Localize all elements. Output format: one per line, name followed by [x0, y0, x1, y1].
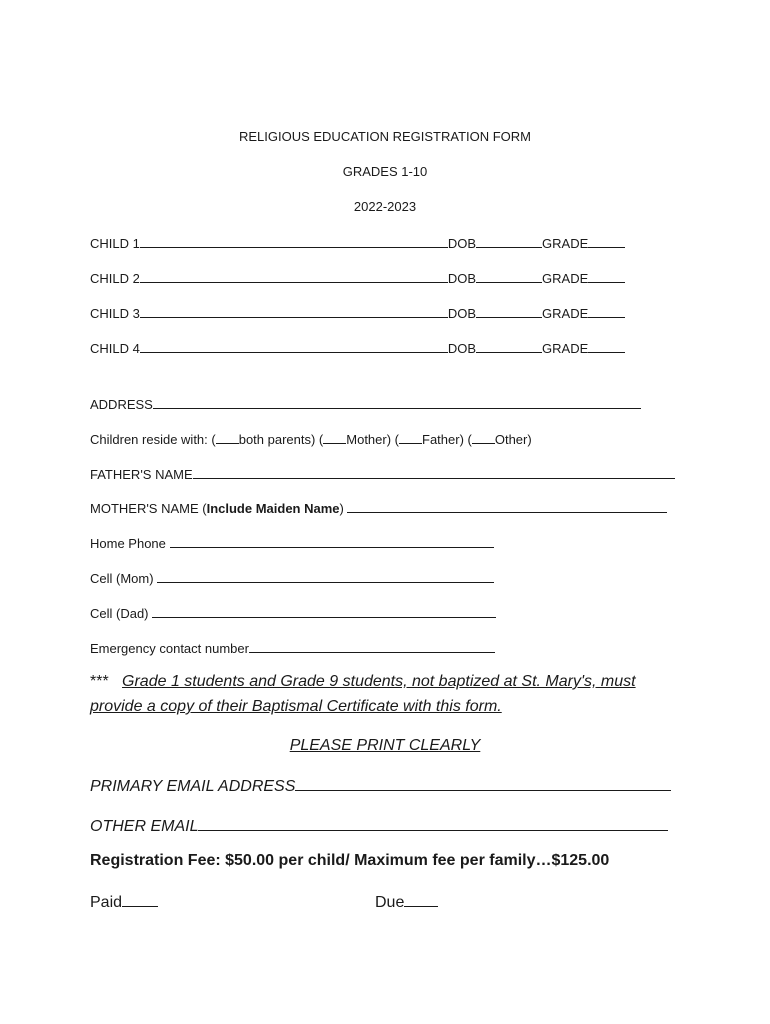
child-name-line[interactable] — [140, 338, 448, 353]
dob-line[interactable] — [476, 303, 542, 318]
child-label: CHILD 4 — [90, 341, 140, 356]
notice-text-1: Grade 1 students and Grade 9 students, not baptized at St. Mary's, must — [122, 673, 636, 690]
reside-both-parents: both parents) ( — [238, 432, 324, 447]
due-label: Due — [375, 894, 405, 911]
grade-line[interactable] — [588, 268, 625, 283]
child-row-3 — [90, 303, 625, 321]
child-name-line[interactable] — [140, 268, 448, 283]
child-label: CHILD 2 — [90, 271, 140, 286]
father-name-line[interactable] — [193, 464, 675, 479]
dob-label: DOB — [447, 271, 477, 286]
emergency-row — [90, 638, 495, 656]
cell-dad-line[interactable] — [152, 603, 496, 618]
other-check[interactable] — [472, 429, 495, 444]
child-row-4 — [90, 338, 625, 356]
mother-label-close: ) — [339, 501, 344, 516]
grades-subtitle: GRADES 1-10 — [342, 164, 428, 179]
primary-email-label: PRIMARY EMAIL ADDRESS — [90, 778, 296, 795]
reside-prefix: Children reside with: ( — [90, 432, 216, 447]
child-name-line[interactable] — [140, 303, 448, 318]
paid-label: Paid — [90, 894, 123, 911]
mother-check[interactable] — [323, 429, 346, 444]
mother-label: MOTHER'S NAME ( — [90, 501, 207, 516]
dob-label: DOB — [447, 341, 477, 356]
grade-label: GRADE — [542, 236, 589, 251]
cell-dad-row — [90, 603, 496, 621]
dob-line[interactable] — [476, 268, 542, 283]
father-row — [90, 464, 675, 482]
grade-line[interactable] — [588, 233, 625, 248]
dob-line[interactable] — [476, 233, 542, 248]
address-label: ADDRESS — [90, 397, 153, 412]
print-clearly-note: PLEASE PRINT CLEARLY — [289, 737, 481, 754]
home-phone-label: Home Phone — [90, 536, 166, 551]
father-check[interactable] — [399, 429, 422, 444]
reside-other: Other) — [494, 432, 532, 447]
registration-fee: Registration Fee: $50.00 per child/ Maximum fee per family…$125.00 — [90, 852, 610, 869]
dob-label: DOB — [447, 306, 477, 321]
baptism-notice-line2: provide a copy of their Baptismal Certificate with this form. — [90, 698, 502, 715]
due-line[interactable] — [404, 890, 438, 907]
form-title: RELIGIOUS EDUCATION REGISTRATION FORM — [238, 129, 532, 144]
cell-mom-label: Cell (Mom) — [90, 571, 154, 586]
cell-mom-row — [90, 568, 494, 586]
grade-label: GRADE — [542, 341, 589, 356]
home-phone-line[interactable] — [170, 533, 494, 548]
emergency-label: Emergency contact number — [90, 641, 249, 656]
other-email-label: OTHER EMAIL — [90, 818, 199, 835]
grade-line[interactable] — [588, 303, 625, 318]
paid-line[interactable] — [122, 890, 158, 907]
mother-name-line[interactable] — [347, 498, 667, 513]
address-row — [90, 394, 641, 412]
grade-line[interactable] — [588, 338, 625, 353]
mother-row — [90, 498, 667, 516]
cell-mom-line[interactable] — [157, 568, 494, 583]
dob-line[interactable] — [476, 338, 542, 353]
notice-stars: *** — [90, 673, 109, 690]
dob-label: DOB — [447, 236, 477, 251]
child-name-line[interactable] — [140, 233, 448, 248]
reside-row — [90, 429, 532, 447]
reside-father: Father) ( — [422, 432, 472, 447]
primary-email-line[interactable] — [295, 774, 671, 791]
address-line[interactable] — [153, 394, 641, 409]
child-label: CHILD 3 — [90, 306, 140, 321]
home-phone-row — [90, 533, 494, 551]
other-email-line[interactable] — [198, 814, 668, 831]
due-row — [375, 890, 438, 912]
child-label: CHILD 1 — [90, 236, 140, 251]
emergency-line[interactable] — [249, 638, 495, 653]
father-label: FATHER'S NAME — [90, 467, 193, 482]
primary-email-row — [90, 774, 671, 796]
child-row-2 — [90, 268, 625, 286]
reside-mother: Mother) ( — [346, 432, 399, 447]
school-year: 2022-2023 — [353, 199, 417, 214]
both-parents-check[interactable] — [216, 429, 239, 444]
cell-dad-label: Cell (Dad) — [90, 606, 149, 621]
baptism-notice-line1 — [90, 673, 636, 691]
grade-label: GRADE — [542, 271, 589, 286]
maiden-name-note: Include Maiden Name — [206, 501, 340, 516]
other-email-row — [90, 814, 668, 836]
child-row-1 — [90, 233, 625, 251]
paid-row — [90, 890, 158, 912]
grade-label: GRADE — [542, 306, 589, 321]
